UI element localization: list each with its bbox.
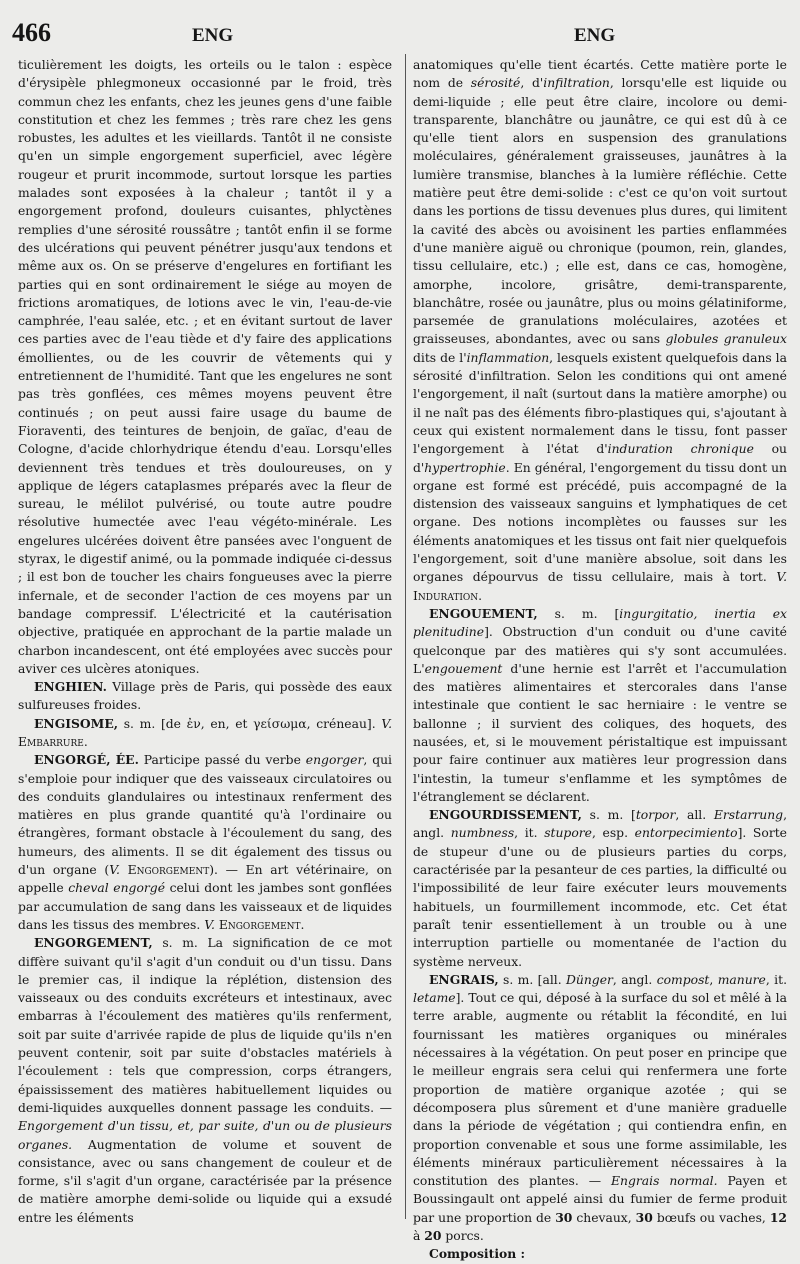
cross-ref-prefix: V. <box>381 716 392 731</box>
greek-word: γείσωμα <box>253 716 307 731</box>
italic-term: globules granuleux <box>665 332 787 347</box>
italic-term: Erstarrung <box>713 808 784 823</box>
bold-number: 30 <box>635 1209 653 1225</box>
entry-enghien <box>18 678 392 715</box>
composition-label <box>413 1245 787 1263</box>
entry-engrais <box>413 971 787 1245</box>
italic-term: Dünger <box>566 972 613 987</box>
definition-text: , all. <box>675 808 714 823</box>
italic-term: hypertrophie <box>424 460 506 475</box>
definition-text: , créneau]. <box>306 716 382 731</box>
definition-text: dits de l' <box>413 350 467 365</box>
cross-reference: Engorgement <box>127 863 210 878</box>
entry-engorge <box>18 751 392 934</box>
left-column <box>18 56 392 1227</box>
italic-term: sérosité <box>470 76 521 91</box>
cross-reference: Engorgement. <box>218 917 305 932</box>
entry-engouement <box>413 605 787 806</box>
headword-engorge: ENGORGÉ, ÉE. <box>34 752 139 768</box>
definition-text: , <box>709 972 718 987</box>
definition-text: ou d' <box>413 442 788 475</box>
definition-text: Participe passé du verbe <box>138 753 306 768</box>
right-running-head: ENG <box>574 25 616 46</box>
definition-text: Augmentation de volume et souvent de consistance, avec ou sans changement de couleur et de forme, s'il s'agit d'un organe, caractérisée par la présence de matière amorphe demi-solide ou liquide qui a exsudé entre les éléments <box>18 1137 392 1225</box>
italic-term: infiltration <box>543 76 610 91</box>
entry-engorgement <box>18 934 392 1227</box>
italic-term: letame <box>413 991 456 1006</box>
italic-term: cheval engorgé <box>68 881 165 896</box>
definition-text: s. m. [ <box>537 606 620 621</box>
definition-text: ]. Obstruction d'un conduit ou d'une cavité quelconque par des matières qui s'y sont accumulées. L' <box>413 625 787 676</box>
composition-heading: Composition : <box>429 1246 526 1262</box>
greek-word: ἐν <box>186 716 201 731</box>
definition-text: s. m. [all. <box>498 972 567 987</box>
italic-term: torpor <box>635 808 676 823</box>
headword-engourdissement: ENGOURDISSEMENT, <box>429 807 582 823</box>
italic-term: induration chronique <box>607 442 754 457</box>
definition-text: , qui s'emploie pour indiquer que des vaisseaux circulatoires ou des conduits glandulaires ou intestinaux renferment des matières en plus grande quantité qu'à l'ordinaire ou étrangères, formant obstacle à l'écoulement du sang, des humeurs, des aliments. Il se dit également des tissus ou d'un organe ( <box>18 753 393 878</box>
headword-engouement: ENGOUEMENT, <box>429 605 538 621</box>
page-number: 466 <box>12 18 51 47</box>
entry-engourdissement <box>413 806 787 971</box>
column-divider <box>405 54 406 1219</box>
headword-engrais: ENGRAIS, <box>429 971 499 987</box>
engelure-continuation: ticulièrement les doigts, les orteils ou le talon : espèce d'érysipèle phlegmoneux occasionné par le froid, très commun chez les enfants, chez les jeunes gens d'une faible constitution et chez les femmes ; très rare chez les gens robustes, les adultes et les vieillards. Tantôt il ne consiste qu'en un simple engorgement superficiel, avec légère rougeur et prurit incommode, surtout lorsque les parties malades sont exposées à la chaleur ; tantôt il y a engorgement profond, douleurs cuisantes, phlyctènes remplies d'une sérosité roussâtre ; tantôt enfin il se forme des ulcérations qui peuvent pénétrer jusqu'aux tendons et même aux os. On se préserve d'engelures en fortifiant les parties qui en sont ordinairement le siége au moyen de frictions aromatiques, de lotions avec le vin, l'eau-de-vie camphrée, l'eau salée, etc. ; et en évitant surtout de laver ces parties avec de l'eau tiède et d'y faire des applications émollientes, ou de les couvrir de vêtements qui y entretiennent de l'humidité. Tant que les engelures ne sont pas très gonflées, ces mêmes moyens peuvent être continués ; on peut aussi faire usage du baume de Fioraventi, des teintures de benjoin, de gaïac, d'eau de Cologne, d'acide chlorhydrique étendu d'eau. Lorsqu'elles deviennent très tendues et très douloureuses, on y applique de légers cataplasmes préparés avec la fleur de sureau, le mélilot pulvérisé, ou toute autre poudre résolutive humectée avec l'eau végéto-minérale. Les engelures ulcérées doivent être pansées avec l'onguent de styrax, le digestif animé, ou la pommade indiquée ci-dessus ; il est bon de toucher les chairs fongueuses avec la pierre infernale, et de seconder l'action de ces moyens par un bandage compressif. L'électricité et la cautérisation objective, pratiquée en approchant de la partie malade un charbon incandescent, ont été employées avec succès pour aviver ces ulcères atoniques. <box>18 58 392 676</box>
definition-text: Payen et Boussingault ont appelé ainsi du fumier de ferme produit par une proportion de <box>413 1174 787 1225</box>
cross-reference: Induration. <box>413 588 483 603</box>
italic-term: inflammation <box>466 350 550 365</box>
headword-engisome: ENGISOME, <box>34 715 119 731</box>
cross-ref-prefix: V. <box>776 570 787 585</box>
italic-term: engorger <box>305 753 364 768</box>
definition-text: , it. <box>514 826 545 841</box>
left-running-head: ENG <box>192 25 234 46</box>
italic-term: compost <box>656 972 710 987</box>
definition-text: , angl. <box>612 972 657 987</box>
engorgement-continuation <box>413 56 787 605</box>
italic-term: stupore <box>544 826 592 841</box>
definition-enghien: Village près de Paris, qui possède des eaux sulfureuses froides. <box>18 680 392 713</box>
cross-reference: Embarrure. <box>18 734 88 749</box>
bold-number: 20 <box>424 1228 442 1243</box>
entry-engisome <box>18 715 392 752</box>
definition-text: chevaux, <box>572 1210 636 1225</box>
definition-text: s. m. La signification de ce mot diffère suivant qu'il s'agit d'un conduit ou d'un tissu. Dans le premier cas, il indique la réplétion, distension des vaisseaux ou des conduits excréteurs et intestinaux, avec embarras à l'écoulement des matières qu'ils renferment, soit par suite d'arrivée rapide de plus de liquide qu'ils n'en peuvent contenir, soit par suite d'obstacles matériels à l'écoulement : tels que compression, corps étrangers, épaississement des matières habituellement liquides ou demi-liquides auxquelles donnent passage les conduits. — <box>18 936 392 1115</box>
definition-text: , d' <box>520 76 544 91</box>
italic-term: engouement <box>424 661 503 676</box>
italic-term: Engorgement d'un tissu, et, par suite, d'un ou de plusieurs organes. <box>18 1119 392 1152</box>
cross-ref-prefix: V. <box>109 863 128 878</box>
definition-text: à <box>413 1229 425 1243</box>
definition-text: , lesquels existent quelquefois dans la sérosité d'infiltration. Selon les conditions qui ont amené l'engorgement, il naît (surtout dans la matière amorphe) ou il ne naît pas des éléments fibro-plastiques qui, s'ajoutant à ceux qui existent normalement dans le tissu, font passer l'engorgement à l'état d' <box>413 350 787 457</box>
italic-term: numbness <box>450 826 515 841</box>
definition-text: ]. Sorte de stupeur d'une ou de plusieurs parties du corps, caractérisée par la pesanteur de ces parties, la difficulté ou l'impossibilité de leur faire exécuter leurs mouvements habituels, un fourmillement incommode, etc. Cet état paraît tenir essentiellement à un trouble ou à une interruption partielle ou momentanée de l'action du système nerveux. <box>413 826 787 969</box>
definition-text: s. m. [de <box>118 716 187 731</box>
definition-text: , esp. <box>591 826 635 841</box>
definition-text: porcs. <box>441 1229 484 1243</box>
definition-text: ]. Tout ce qui, déposé à la surface du sol et mêlé à la terre arable, augmente ou rétablit la fécondité, en lui fournissant les matières organiques ou minérales nécessaires à la végétation. On peut poser en principe que le meilleur engrais sera celui qui renfermera une forte proportion de matière organique azotée ; qui se décomposera plus sûrement et d'une manière graduelle dans la période de végétation ; qui contiendra enfin, en proportion convenable et sous une forme assimilable, les éléments minéraux particulièrement nécessaires à la constitution des plantes. — <box>413 991 787 1189</box>
italic-term: ingurgitatio, inertia ex plenitudine <box>413 606 787 640</box>
bold-number: 12 <box>769 1209 788 1225</box>
definition-text: d'une hernie est l'arrêt et l'accumulation des matières alimentaires et stercorales dans l'anse intestinale que contient le sac herniaire : le ventre se ballonne ; il survient des coliques, des hoquets, des nausées, et, si le mouvement péristaltique est impuissant pour faire continuer aux matières leur progression dans l'intestin, la tumeur s'enflamme et les symptômes de l'étranglement se déclarent. <box>413 661 787 804</box>
cross-ref-prefix: V. <box>204 917 219 932</box>
headword-enghien: ENGHIEN. <box>34 679 107 695</box>
italic-term: manure <box>717 972 766 987</box>
definition-text: celui dont les jambes sont gonflées par accumulation de sang dans les vaisseaux et de liquides dans les tissus des membres. <box>18 881 392 932</box>
definition-text: s. m. [ <box>581 808 636 823</box>
bold-number: 30 <box>555 1209 573 1225</box>
definition-text: bœufs ou vaches, <box>652 1210 770 1225</box>
definition-text: ). — En art vétérinaire, on appelle <box>18 863 392 896</box>
definition-text: . En général, l'engorgement du tissu dont un organe est formé est précédé, puis accompagné de la distension des vaisseaux sanguins et lymphatiques de cet organe. Des notions incomplètes ou fausses sur les éléments anatomiques et les tissus ont fait nier quelquefois l'engorgement, soit d'une manière absolue, soit dans les organes dépourvus de tissu cellulaire, mais à tort. <box>413 460 787 585</box>
right-column <box>413 56 787 1264</box>
definition-text: , it. <box>765 972 787 987</box>
definition-text: anatomiques qu'elle tient écartés. Cette matière porte le nom de <box>413 58 787 91</box>
headword-engorgement: ENGORGEMENT, <box>34 935 153 951</box>
definition-text: , lorsqu'elle est liquide ou demi-liquide ; elle peut être claire, incolore ou demi-transparente, blanchâtre ou jaunâtre, ce qui est dû à ce qu'elle tient alors en suspension des granulations moléculaires, généralement graisseuses, jaunâtres à la lumière transmise, blanches à la lumière réfléchie. Cette matière peut être demi-solide : c'est ce qu'on voit surtout dans les portions de tissu devenues plus dures, qui limitent la cavité des abcès ou avoisinent les parties enflammées d'une manière aiguë ou chronique (poumon, rein, glandes, tissu cellulaire, etc.) ; elle est, dans ce cas, homogène, amorphe, incolore, grisâtre, demi-transparente, blanchâtre, rosée ou jaunâtre, plus ou moins gélatiniforme, parsemée de granulations moléculaires, azotées et graisseuses, abondantes, avec ou sans <box>413 76 788 347</box>
italic-term: Engrais normal. <box>611 1174 718 1189</box>
definition-text: , angl. <box>413 808 787 841</box>
definition-text: , en, et <box>200 716 254 731</box>
italic-term: entorpecimiento <box>634 826 738 841</box>
